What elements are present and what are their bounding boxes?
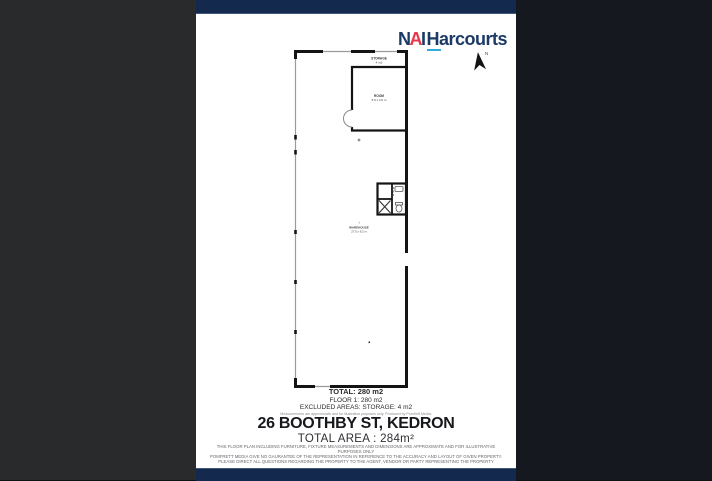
floorplan-sheet: [196, 0, 516, 480]
bottom-navy-band: [196, 468, 516, 481]
summary-floor: FLOOR 1: 280 m2: [329, 396, 383, 404]
logo-brand-text: Harcourts: [426, 29, 507, 49]
main-area-label: [349, 220, 369, 234]
svg-text:ROOM: ROOM: [374, 94, 384, 98]
logo-letter-a: A: [409, 29, 421, 49]
disclaimer-line-3: PLEASE DIRECT ALL QUESTIONS REGARDING THE PROPERTY TO THE AGENT, VENDOR OR PARTY REPRESENTING THE PROPERTY: [218, 459, 494, 464]
disclaimer-line-1: THIS FLOOR PLAN INCLUDING FURNITURE, FIXTURE MEASUREMENTS AND DIMENSIONS ARE APPROXIMATE AND FOR ILLUSTRATIVE PURPOSES ONLY: [216, 444, 496, 454]
north-compass: [468, 48, 492, 74]
top-navy-band: [196, 0, 516, 14]
storage-label: [371, 57, 387, 65]
disclaimer-line-2: POMFRETT MEDIA GIVE NO GAURANTEE OF THE REPRESENTATION IN REFERENCE TO THE ACCURACY AND LAYOUT OF GIVEN PROPERTY.: [209, 454, 502, 459]
area-summary: [196, 388, 516, 417]
svg-text:STORAGE: STORAGE: [371, 56, 387, 61]
logo-letter-i: I: [420, 29, 425, 49]
room-label: [372, 94, 387, 102]
svg-text:↑: ↑: [358, 220, 360, 225]
total-area-text: TOTAL AREA : 284m²: [297, 433, 415, 445]
summary-excluded: EXCLUDED AREAS: STORAGE: 4 m2: [299, 404, 413, 411]
svg-text:WAREHOUSE: WAREHOUSE: [349, 225, 369, 230]
door-swing-arc: [344, 110, 352, 127]
tiny-text-marks: [393, 187, 394, 196]
background-right-band: [516, 0, 712, 480]
background-left-band: [0, 0, 196, 480]
plan-cross-mark: [358, 139, 361, 142]
summary-fine-print: Measurements are approximate and for illustrative purposes only. Produced by Pomfrett Media.: [280, 411, 432, 416]
amenities-block: [378, 184, 407, 215]
logo-blue-underline: [427, 49, 441, 52]
north-arrow-icon: [472, 51, 489, 70]
plan-dot-mark: [369, 342, 371, 344]
disclaimer-text: [208, 444, 504, 464]
property-address: 26 BOOTHBY ST, KEDRON: [257, 415, 455, 432]
svg-text:27.5 x 9.2 m: 27.5 x 9.2 m: [351, 229, 367, 234]
svg-text:4 m2: 4 m2: [375, 60, 383, 65]
svg-text:5.0 x 3.6 m: 5.0 x 3.6 m: [371, 98, 387, 103]
summary-total: TOTAL: 280 m2: [328, 387, 384, 396]
compass-north-label: N: [485, 51, 489, 56]
logo-letter-n: N: [397, 29, 410, 49]
floorplan-drawing: [291, 45, 421, 395]
